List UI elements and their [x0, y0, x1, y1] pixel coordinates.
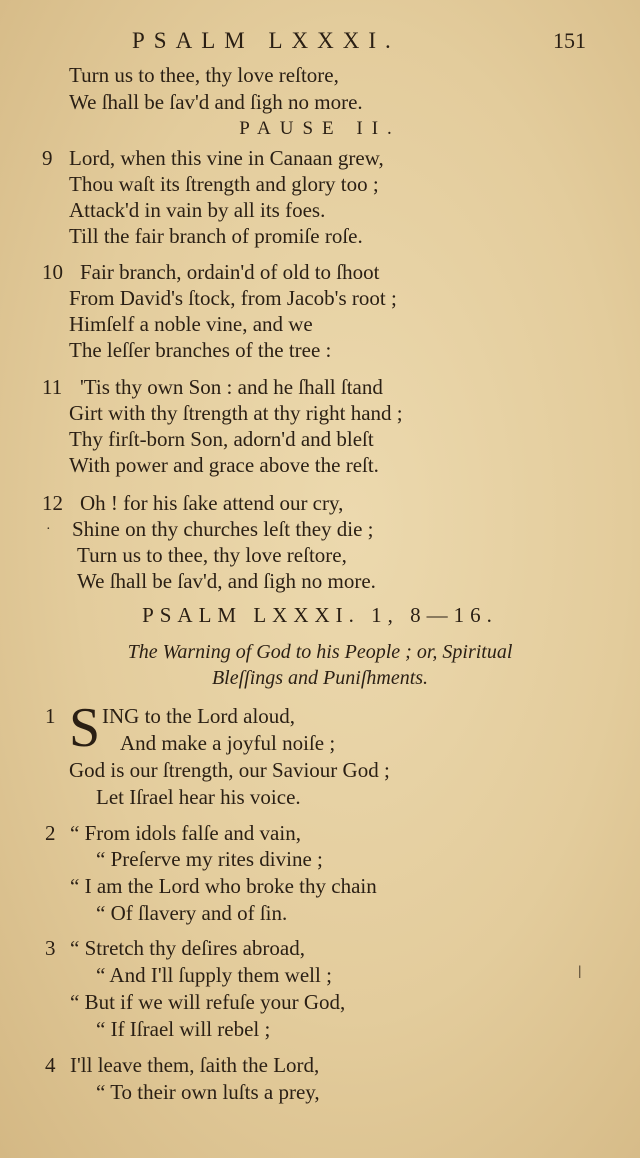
- running-title: PSALM LXXXI.: [132, 28, 400, 53]
- verse-line: Girt with thy ſtrength at thy right hand ;: [69, 401, 403, 425]
- psalm-heading: PSALM LXXXI. 1, 8—16.: [142, 603, 498, 627]
- verse-line: We ſhall be ſav'd and ſigh no more.: [69, 90, 363, 114]
- psalm-subtitle-line: Bleſſings and Puniſhments.: [211, 667, 429, 689]
- verse-line: From David's ſtock, from Jacob's root ;: [69, 286, 397, 310]
- stray-print-mark-icon: ǀ: [578, 962, 582, 982]
- verse-line: ING to the Lord aloud,: [102, 704, 296, 728]
- verse-line: We ſhall be ſav'd, and ſigh no more.: [77, 569, 376, 593]
- drop-cap: S: [69, 697, 101, 759]
- verse-line: Lord, when this vine in Canaan grew,: [69, 146, 384, 170]
- verse-line: “ To their own luſts a prey,: [96, 1080, 320, 1104]
- verse-line: Oh ! for his ſake attend our cry,: [80, 491, 344, 515]
- verse-line: Thou waſt its ſtrength and glory too ;: [69, 172, 379, 196]
- stanza-number: 11: [42, 375, 63, 399]
- stanza-number: 1: [45, 704, 56, 728]
- verse-line: “ Of ſlavery and of ſin.: [96, 901, 288, 925]
- verse-line: Till the fair branch of promiſe roſe.: [69, 224, 363, 248]
- verse-line: Himſelf a noble vine, and we: [69, 312, 313, 336]
- verse-line: “ And I'll ſupply them well ;: [96, 963, 332, 987]
- stray-print-mark-icon: ·: [46, 522, 51, 537]
- verse-line: The leſſer branches of the tree :: [69, 338, 332, 362]
- verse-line: God is our ſtrength, our Saviour God ;: [69, 758, 390, 782]
- verse-line: “ Stretch thy deſires abroad,: [70, 936, 305, 960]
- verse-line: Shine on thy churches leſt they die ;: [72, 517, 374, 541]
- verse-line: With power and grace above the reſt.: [69, 453, 379, 477]
- verse-line: “ But if we will refuſe your God,: [70, 990, 346, 1014]
- stanza-number: 9: [42, 146, 53, 170]
- verse-line: Turn us to thee, thy love reſtore,: [69, 63, 339, 87]
- verse-line: And make a joyful noiſe ;: [120, 731, 336, 755]
- verse-line: Thy firſt-born Son, adorn'd and bleſt: [69, 427, 374, 451]
- verse-line: “ From idols falſe and vain,: [70, 821, 301, 845]
- pause-heading: PAUSE II.: [239, 118, 401, 139]
- page-header: [0, 26, 640, 56]
- verse-line: “ If Iſrael will rebel ;: [96, 1017, 271, 1041]
- psalm-subtitle-line: The Warning of God to his People ; or, Spiritual: [127, 641, 513, 663]
- stanza-number: 2: [45, 821, 56, 845]
- verse-line: Fair branch, ordain'd of old to ſhoot: [80, 260, 380, 284]
- page-number: 151: [553, 28, 586, 53]
- verse-line: I'll leave them, ſaith the Lord,: [70, 1053, 320, 1077]
- stanza-number: 10: [42, 260, 63, 284]
- stanza-number: 4: [45, 1053, 56, 1077]
- verse-line: “ Preſerve my rites divine ;: [96, 847, 323, 871]
- verse-line: Turn us to thee, thy love reſtore,: [77, 543, 347, 567]
- verse-line: 'Tis thy own Son : and he ſhall ſtand: [80, 375, 383, 399]
- stanza-number: 3: [45, 936, 56, 960]
- verse-line: “ I am the Lord who broke thy chain: [70, 874, 377, 898]
- stanza-number: 12: [42, 491, 63, 515]
- verse-line: Attack'd in vain by all its foes.: [69, 198, 326, 222]
- verse-line: Let Iſrael hear his voice.: [96, 785, 301, 809]
